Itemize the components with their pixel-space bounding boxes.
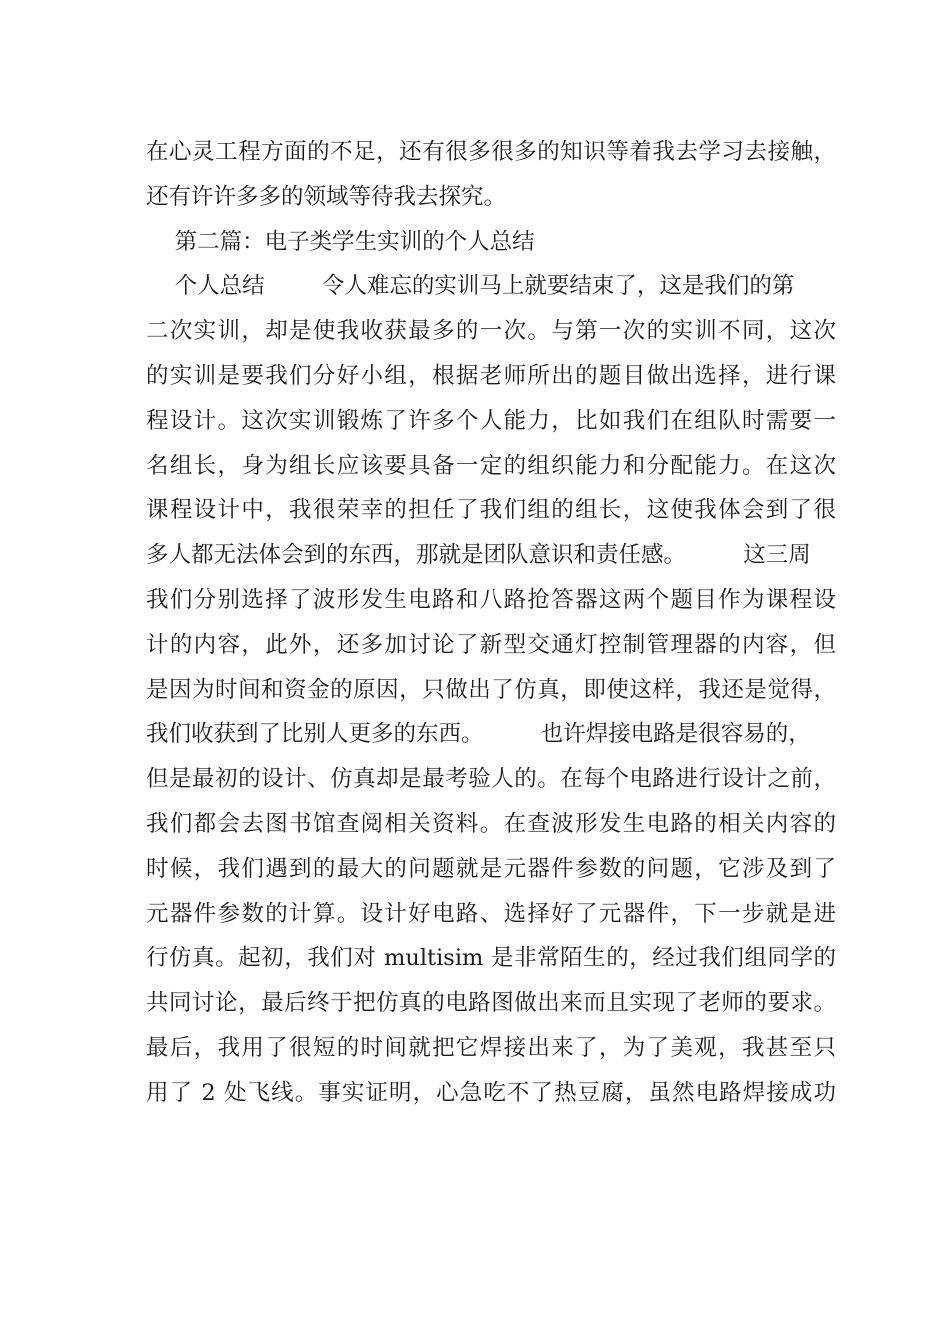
text-line: 我们收获到了比别人更多的东西。 也许焊接电路是很容易的， bbox=[146, 721, 811, 748]
text-line: 共同讨论，最后终于把仿真的电路图做出来而且实现了老师的要求。 bbox=[146, 990, 836, 1017]
text-line: 时候，我们遇到的最大的问题就是元器件参数的问题，它涉及到了 bbox=[146, 855, 836, 882]
text-line: 元器件参数的计算。设计好电路、选择好了元器件，下一步就是进 bbox=[146, 900, 836, 927]
text-line: 是因为时间和资金的原因，只做出了仿真，即使这样，我还是觉得， bbox=[146, 676, 836, 703]
section-heading: 第二篇：电子类学生实训的个人总结 bbox=[146, 228, 535, 255]
text-line: 程设计。这次实训锻炼了许多个人能力，比如我们在组队时需要一 bbox=[146, 407, 836, 434]
text-line: 个人总结 令人难忘的实训马上就要结束了，这是我们的第 bbox=[146, 273, 795, 300]
text-line: 在心灵工程方面的不足，还有很多很多的知识等着我去学习去接触， bbox=[146, 139, 836, 165]
text-line: 最后，我用了很短的时间就把它焊接出来了，为了美观，我甚至只 bbox=[146, 1034, 836, 1061]
body-text bbox=[146, 130, 836, 1116]
text-line: 多人都无法体会到的东西，那就是团队意识和责任感。 这三周 bbox=[146, 542, 811, 569]
text-line: 二次实训，却是使我收获最多的一次。与第一次的实训不同，这次 bbox=[146, 318, 836, 345]
text-line: 课程设计中，我很荣幸的担任了我们组的组长，这使我体会到了很 bbox=[146, 497, 836, 524]
text-line: 行仿真。起初，我们对 multisim 是非常陌生的，经过我们组同学的 bbox=[146, 945, 836, 972]
text-line: 还有许许多多的领域等待我去探究。 bbox=[146, 183, 507, 210]
text-line: 计的内容，此外，还多加讨论了新型交通灯控制管理器的内容，但 bbox=[146, 631, 836, 658]
text-line: 名组长，身为组长应该要具备一定的组织能力和分配能力。在这次 bbox=[146, 452, 836, 479]
text-line: 我们分别选择了波形发生电路和八路抢答器这两个题目作为课程设 bbox=[146, 586, 836, 613]
text-line: 我们都会去图书馆查阅相关资料。在查波形发生电路的相关内容的 bbox=[146, 810, 836, 837]
text-line: 但是最初的设计、仿真却是最考验人的。在每个电路进行设计之前， bbox=[146, 766, 836, 793]
text-line: 用了 2 处飞线。事实证明，心急吃不了热豆腐，虽然电路焊接成功 bbox=[146, 1079, 836, 1106]
text-line: 的实训是要我们分好小组，根据老师所出的题目做出选择，进行课 bbox=[146, 362, 836, 389]
